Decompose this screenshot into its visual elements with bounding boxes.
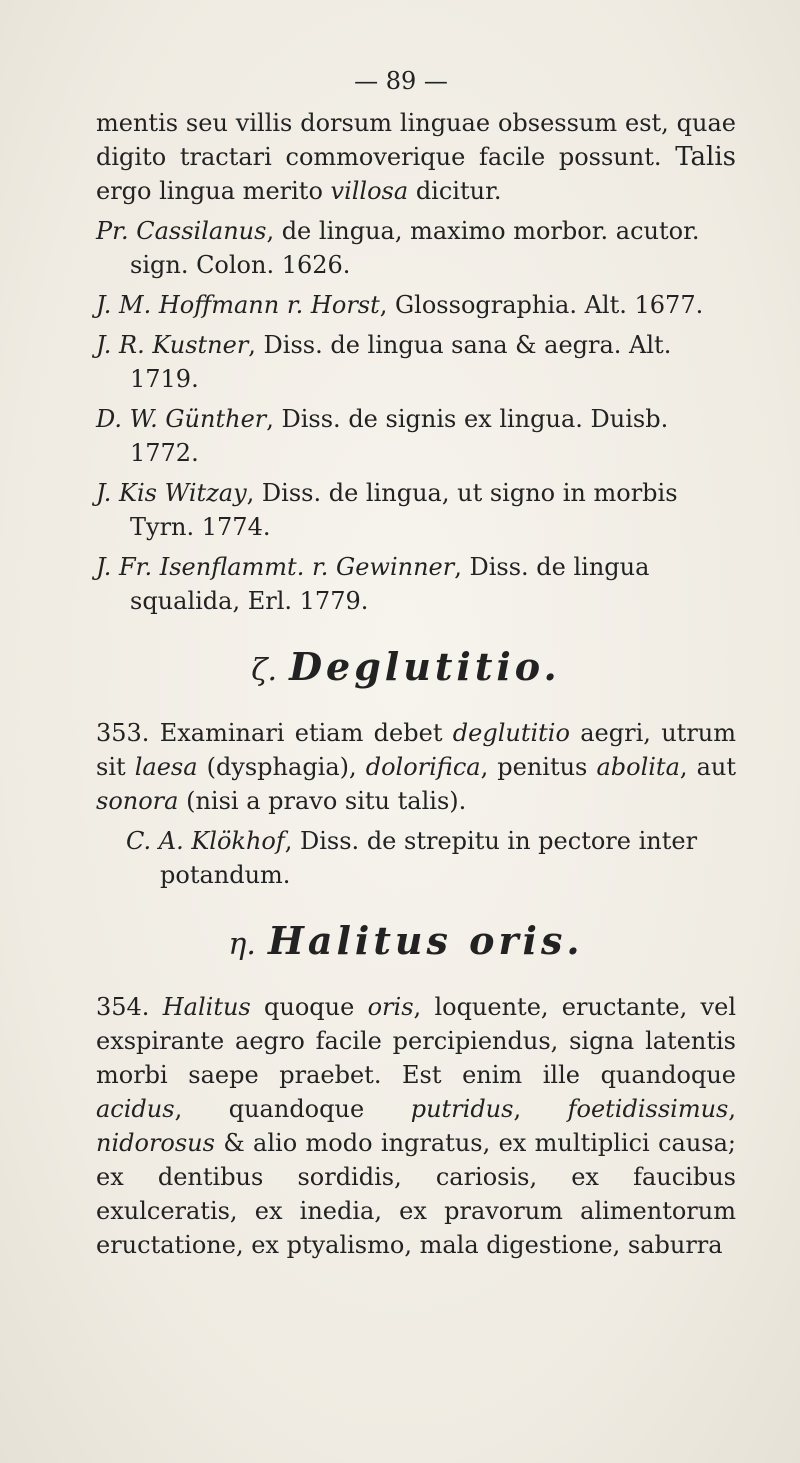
para-emphasis: putridus — [410, 1095, 514, 1123]
ref-text: , Diss. de strepitu in pectore inter potandum. — [160, 827, 698, 889]
para-text: , — [728, 1095, 736, 1123]
para-text: , aut — [679, 753, 736, 781]
para-text: aegri, utrum sit — [96, 719, 737, 781]
para-text: (nisi a pravo situ talis). — [178, 787, 467, 815]
para-text: quoque — [250, 993, 368, 1021]
para-emphasis: laesa — [134, 753, 198, 781]
section-symbol: η. — [228, 927, 256, 962]
section-title: Halitus oris. — [267, 918, 584, 963]
para-emphasis: sonora — [96, 787, 179, 815]
section-title: Deglutitio. — [289, 644, 561, 689]
reference-entry — [96, 402, 736, 470]
ref-author: J. M. Hoffmann r. Horst — [96, 291, 380, 319]
intro-paragraph — [96, 106, 736, 208]
intro-text-3: dicitur. — [408, 177, 502, 205]
intro-text-2: ergo lingua merito — [96, 177, 331, 205]
reference-entry — [96, 288, 736, 322]
ref-text: , Diss. de lingua sana & aegra. Alt. 1719. — [130, 331, 672, 393]
para-text: , quandoque — [174, 1095, 411, 1123]
para-emphasis: Halitus — [162, 993, 251, 1021]
ref-author: J. R. Kustner — [96, 331, 249, 359]
reference-entry — [96, 476, 736, 544]
intro-talis: Talis — [675, 142, 736, 172]
para-text: , penitus — [480, 753, 597, 781]
reference-entry — [96, 328, 736, 396]
reference-entry — [96, 214, 736, 282]
ref-text: , Diss. de signis ex lingua. Duisb. 1772. — [130, 405, 669, 467]
ref-text: , Glossographia. Alt. 1677. — [379, 291, 704, 319]
section-heading-halitus — [76, 918, 736, 963]
reference-list-1 — [96, 214, 736, 618]
ref-author: J. Fr. Isenflammt. r. Gewinner — [96, 553, 455, 581]
paragraph-number: 353. — [96, 719, 150, 747]
para-emphasis: oris — [367, 993, 414, 1021]
paragraph-353 — [96, 716, 736, 818]
page-content — [96, 64, 736, 1262]
para-text: Examinari etiam debet — [149, 719, 453, 747]
ref-text: , Diss. de lingua squalida, Erl. 1779. — [130, 553, 650, 615]
para-emphasis: deglutitio — [452, 719, 570, 747]
para-emphasis: foetidissimus — [567, 1095, 729, 1123]
intro-villosa: villosa — [330, 177, 409, 205]
ref-author: C. A. Klökhof — [126, 827, 285, 855]
paragraph-number: 354. — [96, 993, 150, 1021]
reference-entry — [126, 824, 736, 892]
para-emphasis: nidorosus — [96, 1129, 215, 1157]
section-heading-deglutitio — [76, 644, 736, 689]
ref-text: , de lingua, maximo morbor. acutor. sign. Colon. 1626. — [130, 217, 700, 279]
para-emphasis: abolita — [596, 753, 680, 781]
ref-text: , Diss. de lingua, ut signo in morbis Tyrn. 1774. — [130, 479, 678, 541]
reference-list-2 — [96, 824, 736, 892]
para-text: , — [513, 1095, 568, 1123]
ref-author: Pr. Cassilanus — [96, 217, 267, 245]
para-text: , loquente, eructante, vel exspirante aegro facile percipiendus, signa latentis morbi saepe praebet. Est enim ille quandoque — [96, 993, 736, 1089]
section-symbol: ζ. — [251, 653, 278, 688]
reference-entry — [96, 550, 736, 618]
intro-text-1: mentis seu villis dorsum linguae obsessum est, quae digito tractari commoverique facile possunt. — [96, 109, 736, 171]
ref-author: D. W. Günther — [96, 405, 267, 433]
para-emphasis: dolorifica — [365, 753, 481, 781]
para-text: & alio modo ingratus, ex multiplici causa; ex dentibus sordidis, cariosis, ex faucibus exulceratis, ex inedia, ex pravorum alimentorum eructatione, ex ptyalismo, mala digestione, saburra — [96, 1129, 736, 1259]
para-text: (dysphagia), — [197, 753, 366, 781]
ref-author: J. Kis Witzay — [96, 479, 247, 507]
para-emphasis: acidus — [96, 1095, 175, 1123]
paragraph-354 — [96, 990, 736, 1262]
page-number: — 89 — — [354, 67, 448, 95]
